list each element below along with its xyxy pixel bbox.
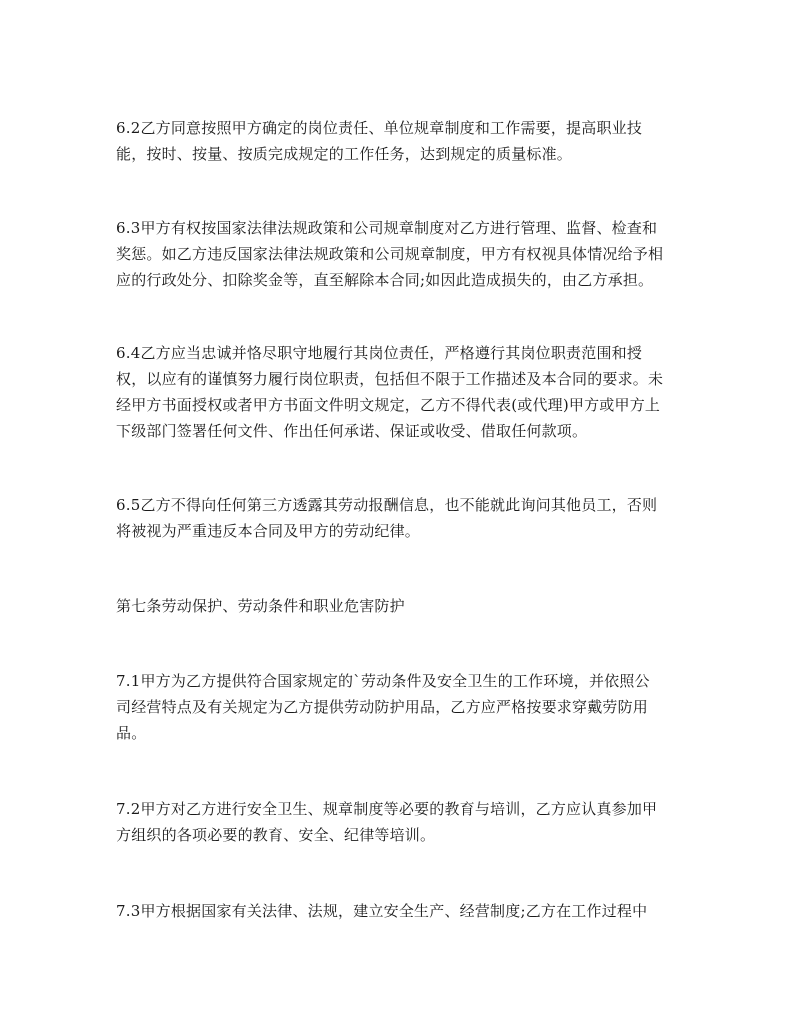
text-line: 第七条劳动保护、劳动条件和职业危害防护 — [116, 597, 405, 615]
text-line: 7.1甲方为乙方提供符合国家规定的`劳动条件及安全卫生的工作环境，并依照公 — [116, 672, 650, 690]
section-heading-7 — [116, 593, 682, 619]
text-line: 奖惩。如乙方违反国家法律法规政策和公司规章制度，甲方有权视具体情况给予相 — [116, 245, 664, 263]
text-line: 权，以应有的谨慎努力履行岗位职责，包括但不限于工作描述及本合同的要求。未 — [116, 370, 664, 388]
clause-6-5 — [116, 492, 682, 544]
text-line: 司经营特点及有关规定为乙方提供劳动防护用品，乙方应严格按要求穿戴劳防用 — [116, 698, 649, 716]
clause-7-1 — [116, 668, 682, 746]
clause-6-2 — [116, 115, 682, 167]
text-line: 应的行政处分、扣除奖金等，直至解除本合同;如因此造成损失的，由乙方承担。 — [116, 271, 654, 289]
text-line: 品。 — [116, 724, 147, 742]
text-line: 方组织的各项必要的教育、安全、纪律等培训。 — [116, 826, 436, 844]
text-line: 6.4乙方应当忠诚并恪尽职守地履行其岗位责任，严格遵行其岗位职责范围和授 — [116, 344, 643, 362]
clause-7-3 — [116, 898, 682, 924]
text-line: 7.2甲方对乙方进行安全卫生、规章制度等必要的教育与培训，乙方应认真参加甲 — [116, 800, 658, 818]
text-line: 下级部门签署任何文件、作出任何承诺、保证或收受、借取任何款项。 — [116, 422, 588, 440]
text-line: 6.5乙方不得向任何第三方透露其劳动报酬信息，也不能就此询问其他员工，否则 — [116, 496, 658, 514]
text-line: 将被视为严重违反本合同及甲方的劳动纪律。 — [116, 522, 421, 540]
clause-6-4 — [116, 340, 682, 444]
text-line: 7.3甲方根据国家有关法律、法规，建立安全生产、经营制度;乙方在工作过程中 — [116, 902, 648, 920]
text-line: 6.2乙方同意按照甲方确定的岗位责任、单位规章制度和工作需要，提高职业技 — [116, 119, 643, 137]
text-line: 经甲方书面授权或者甲方书面文件明文规定，乙方不得代表(或代理)甲方或甲方上 — [116, 396, 661, 414]
clause-7-2 — [116, 796, 682, 848]
text-line: 能，按时、按量、按质完成规定的工作任务，达到规定的质量标准。 — [116, 145, 573, 163]
clause-6-3 — [116, 215, 682, 293]
text-line: 6.3甲方有权按国家法律法规政策和公司规章制度对乙方进行管理、监督、检查和 — [116, 219, 658, 237]
